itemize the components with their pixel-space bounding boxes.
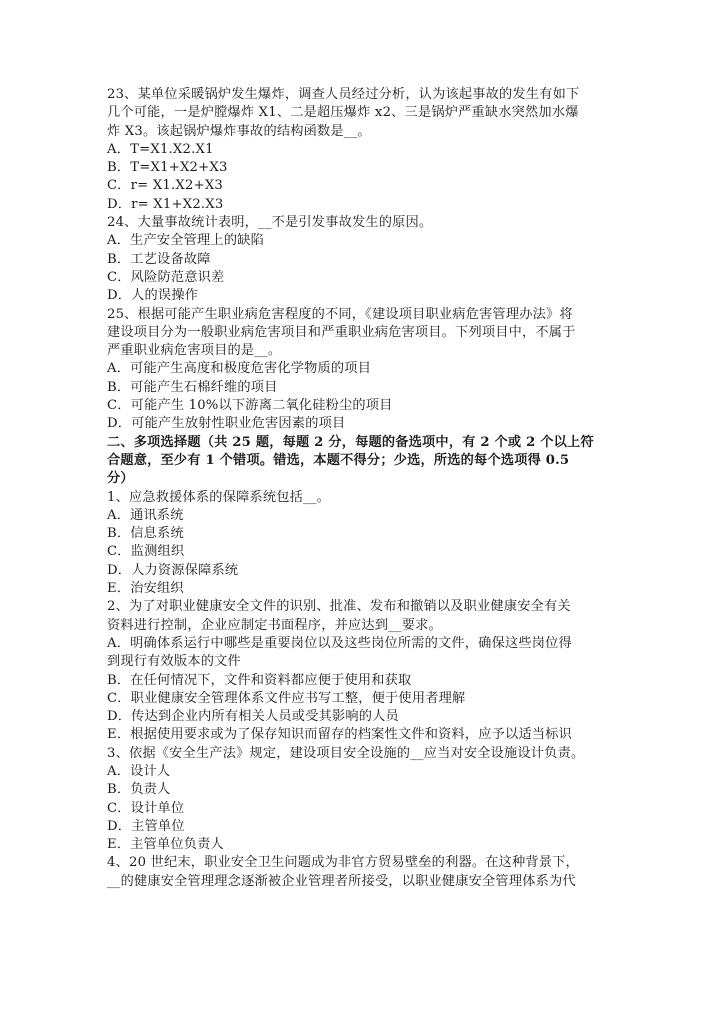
m3-stem: 3、依据《安全生产法》规定，建设项目安全设施的__应当对安全设施设计负责。 [107, 745, 585, 761]
q25-stem-line-1: 25、根据可能产生职业病危害程度的不同，《建设项目职业病危害管理办法》将 [107, 306, 573, 322]
m2-option-a-line-2: 到现行有效版本的文件 [107, 654, 241, 670]
q23-option-b: B．T=X1+X2+X3 [107, 160, 228, 176]
m3-option-e: E．主管单位负责人 [107, 837, 224, 853]
m1-stem: 1、应急救援体系的保障系统包括__。 [107, 489, 330, 505]
m1-option-c: C．监测组织 [107, 544, 185, 560]
q23-option-d: D．r= X1+X2.X3 [107, 196, 224, 212]
q25-option-a: A．可能产生高度和极度危害化学物质的项目 [107, 361, 372, 377]
m4-stem-line-1: 4、20 世纪末，职业安全卫生问题成为非官方贸易壁垒的利器。在这种背景下， [107, 855, 579, 871]
section-heading-line-2: 合题意，至少有 1 个错项。错选，本题不得分；少选，所选的每个选项得 0.5 [107, 452, 570, 468]
q23-stem-line-1: 23、某单位采暖锅炉发生爆炸，调查人员经过分析，认为该起事故的发生有如下 [107, 87, 580, 102]
q24-option-d: D．人的误操作 [107, 288, 199, 304]
section-heading-line-1: 二、多项选择题（共 25 题，每题 2 分，每题的备选项中，有 2 个或 2 个以上符 [107, 434, 594, 450]
q23-option-c: C．r= X1.X2+X3 [107, 178, 224, 194]
m2-stem-line-2: 资料进行控制，企业应制定书面程序，并应达到__要求。 [107, 617, 442, 633]
q25-option-b: B．可能产生石棉纤维的项目 [107, 379, 278, 395]
q25-stem-line-3: 严重职业病危害项目的是__。 [107, 343, 282, 359]
m4-stem-line-2: __的健康安全管理理念逐渐被企业管理者所接受，以职业健康安全管理体系为代 [107, 873, 576, 889]
m3-option-b: B．负责人 [107, 782, 171, 798]
m2-option-a-line-1: A．明确体系运行中哪些是重要岗位以及这些岗位所需的文件，确保这些岗位得 [107, 635, 572, 651]
m3-option-c: C．设计单位 [107, 800, 185, 816]
section-heading-line-3: 分） [107, 471, 134, 487]
m1-option-a: A．通讯系统 [107, 507, 184, 523]
q24-option-c: C．风险防范意识差 [107, 269, 225, 285]
q25-stem-line-2: 建设项目分为一般职业病危害项目和严重职业病危害项目。下列项目中，不属于 [107, 324, 576, 340]
m3-option-a: A．设计人 [107, 763, 171, 779]
m1-option-e: E．治安组织 [107, 581, 184, 597]
q23-stem-line-2: 几个可能，一是炉膛爆炸 X1、二是超压爆炸 x2、三是锅炉严重缺水突然加水爆 [107, 105, 579, 121]
document-page [107, 86, 617, 891]
q24-stem: 24、大量事故统计表明，__不是引发事故发生的原因。 [107, 215, 433, 231]
q24-option-b: B．工艺设备故障 [107, 251, 211, 267]
q23-option-a: A．T=X1.X2.X1 [107, 141, 214, 157]
q23-stem-line-3: 炸 X3。该起锅炉爆炸事故的结构函数是__。 [107, 123, 371, 139]
m3-option-d: D．主管单位 [107, 818, 185, 834]
m2-stem-line-1: 2、为了对职业健康安全文件的识别、批准、发布和撤销以及职业健康安全有关 [107, 599, 571, 615]
m1-option-b: B．信息系统 [107, 526, 184, 542]
m2-option-b: B．在任何情况下，文件和资料都应便于使用和获取 [107, 672, 412, 688]
m1-option-d: D．人力资源保障系统 [107, 562, 239, 578]
q24-option-a: A．生产安全管理上的缺陷 [107, 233, 264, 249]
m2-option-e: E．根据使用要求或为了保存知识而留存的档案性文件和资料，应予以适当标识 [107, 727, 572, 743]
m2-option-c: C．职业健康安全管理体系文件应书写工整，便于使用者理解 [107, 690, 466, 706]
m2-option-d: D．传达到企业内所有相关人员或受其影响的人员 [107, 709, 399, 725]
q25-option-d: D．可能产生放射性职业危害因素的项目 [107, 416, 346, 432]
q25-option-c: C．可能产生 10%以下游离二氧化硅粉尘的项目 [107, 398, 393, 414]
